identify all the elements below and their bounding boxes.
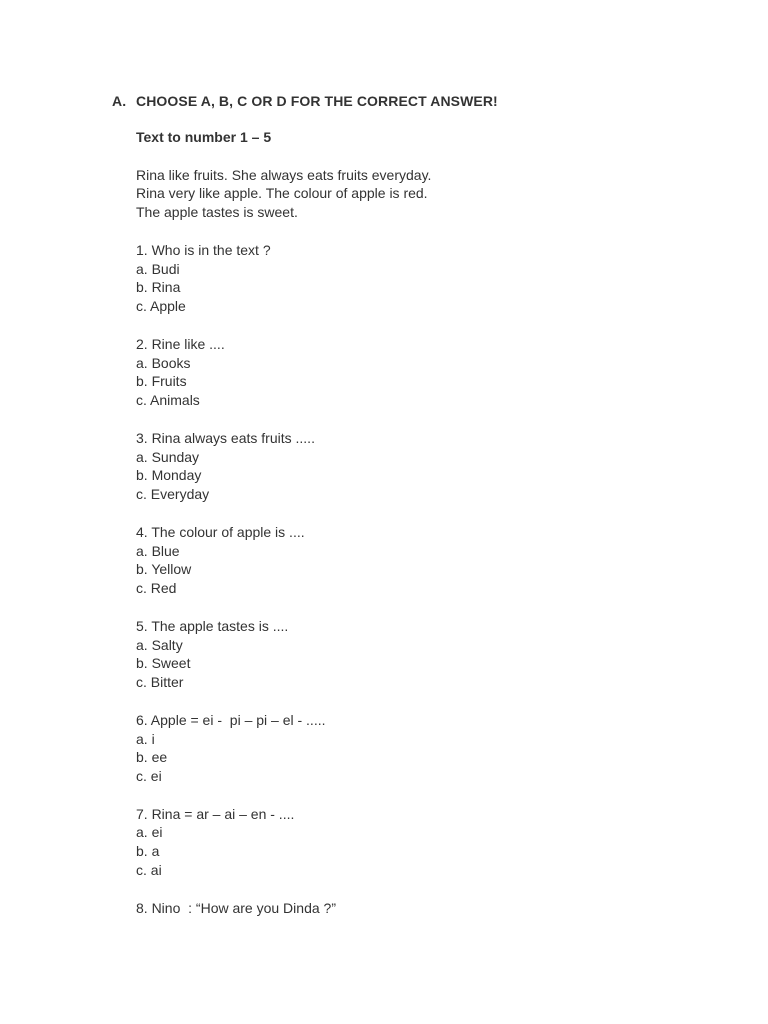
answer-option: c. ei xyxy=(136,768,162,785)
question-prompt: 5. The apple tastes is .... xyxy=(136,617,289,634)
passage-line: The apple tastes is sweet. xyxy=(136,204,298,221)
answer-option: b. Monday xyxy=(136,467,202,484)
passage-line: Rina very like apple. The colour of apple is red. xyxy=(136,185,428,202)
answer-option: a. i xyxy=(136,730,155,747)
answer-option: c. Animals xyxy=(136,392,200,409)
passage-subheading: Text to number 1 – 5 xyxy=(136,129,272,145)
answer-option: a. Budi xyxy=(136,260,180,277)
answer-option: c. ai xyxy=(136,862,162,879)
section-marker: A. xyxy=(112,93,127,109)
question-5 xyxy=(136,617,736,692)
question-7 xyxy=(136,805,736,880)
passage-line: Rina like fruits. She always eats fruits everyday. xyxy=(136,166,432,183)
answer-option: b. Rina xyxy=(136,279,181,296)
question-prompt: 7. Rina = ar – ai – en - .... xyxy=(136,805,295,822)
question-prompt: 6. Apple = ei - pi – pi – el - ..... xyxy=(136,711,326,728)
question-3 xyxy=(136,429,736,504)
question-prompt: 3. Rina always eats fruits ..... xyxy=(136,429,315,446)
question-1 xyxy=(136,241,736,316)
answer-option: c. Bitter xyxy=(136,674,184,691)
section-heading xyxy=(112,91,498,111)
question-prompt: 4. The colour of apple is .... xyxy=(136,523,305,540)
question-2 xyxy=(136,335,736,410)
answer-option: a. Books xyxy=(136,354,191,371)
question-prompt: 8. Nino : “How are you Dinda ?” xyxy=(136,899,336,916)
answer-option: a. Blue xyxy=(136,542,180,559)
answer-option: b. ee xyxy=(136,749,168,766)
section-title: CHOOSE A, B, C OR D FOR THE CORRECT ANSWER! xyxy=(136,93,498,109)
answer-option: c. Red xyxy=(136,580,177,597)
question-6 xyxy=(136,711,736,786)
question-prompt: 1. Who is in the text ? xyxy=(136,241,271,258)
answer-option: b. Fruits xyxy=(136,373,187,390)
answer-option: c. Everyday xyxy=(136,486,210,503)
answer-option: b. a xyxy=(136,843,160,860)
answer-option: a. ei xyxy=(136,824,163,841)
answer-option: b. Yellow xyxy=(136,561,192,578)
worksheet-content xyxy=(136,128,736,917)
answer-option: a. Sunday xyxy=(136,448,200,465)
answer-option: c. Apple xyxy=(136,298,186,315)
question-prompt: 2. Rine like .... xyxy=(136,335,225,352)
answer-option: a. Salty xyxy=(136,636,183,653)
question-8 xyxy=(136,899,736,918)
reading-passage xyxy=(136,166,736,222)
answer-option: b. Sweet xyxy=(136,655,191,672)
question-4 xyxy=(136,523,736,598)
